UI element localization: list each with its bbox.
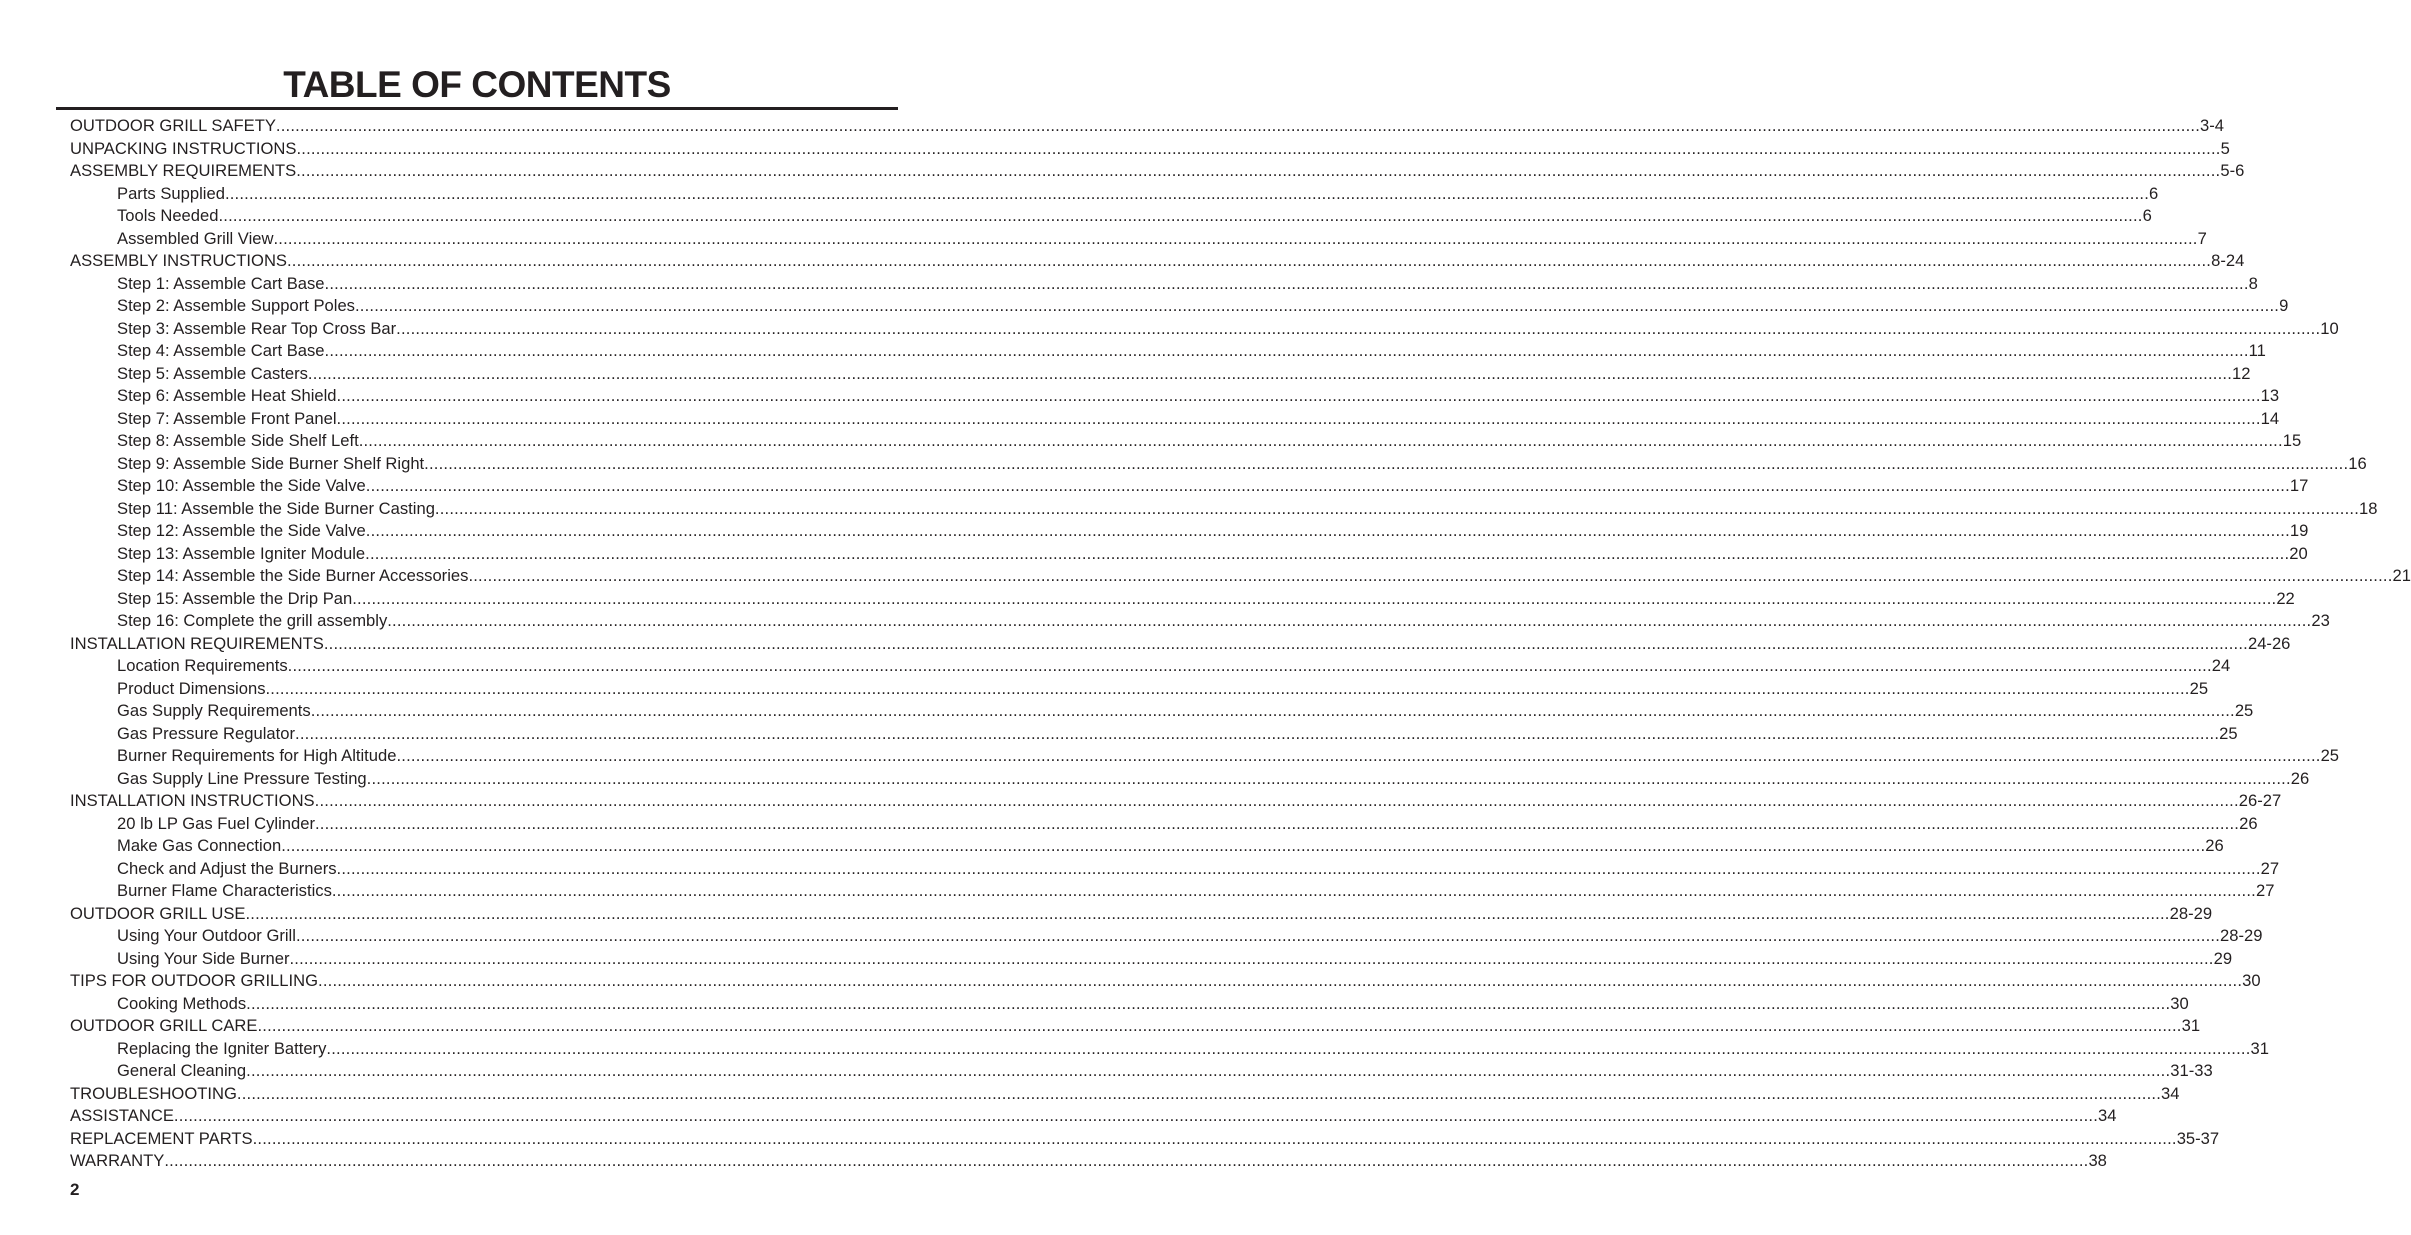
dot-leader: ................................................................................................................................................................................................................................................................................................................................................................................................................ [281,836,2206,855]
toc-subsection-entry[interactable] [117,655,2231,678]
toc-entry-page: 9 [2279,296,2289,315]
dot-leader: ................................................................................................................................................................................................................................................................................................................................................................................................................ [352,588,2277,608]
toc-subsection-entry[interactable] [117,745,2340,768]
dot-leader: ................................................................................................................................................................................................................................................................................................................................................................................................................ [273,228,2198,248]
dot-leader: ................................................................................................................................................................................................................................................................................................................................................................................................................ [366,768,2291,788]
toc-subsection-entry[interactable] [117,858,2280,881]
toc-entry-title: Product Dimensions [117,678,266,698]
dot-leader: ................................................................................................................................................................................................................................................................................................................................................................................................................ [336,408,2261,428]
dot-leader: ................................................................................................................................................................................................................................................................................................................................................................................................................ [396,318,2321,338]
toc-subsection-entry[interactable] [117,430,2302,453]
toc-entry-title: Replacing the Igniter Battery [117,1038,327,1058]
toc-subsection-entry[interactable] [117,273,2258,296]
toc-entry-title: OUTDOOR GRILL CARE [70,1016,258,1035]
toc-entry-page: 34 [2098,1106,2117,1125]
toc-subsection-entry[interactable] [117,385,2280,408]
toc-entry-title: Gas Supply Line Pressure Testing [117,768,367,788]
toc-entry-title: REPLACEMENT PARTS [70,1128,253,1148]
toc-entry-title: TROUBLESHOOTING [70,1083,237,1103]
toc-entry-title: ASSEMBLY INSTRUCTIONS [70,251,287,270]
dot-leader: ................................................................................................................................................................................................................................................................................................................................................................................................................ [387,611,2312,630]
toc-subsection-entry[interactable] [117,408,2280,431]
toc-entry-page: 20 [2289,543,2308,563]
toc-entry-page: 24 [2211,656,2231,675]
dot-leader: ................................................................................................................................................................................................................................................................................................................................................................................................................ [287,656,2212,675]
toc-entry-page: 27 [2255,881,2275,900]
toc-subsection-entry[interactable] [117,610,2330,633]
toc-section-entry[interactable] [70,1015,2201,1038]
toc-entry-title: Location Requirements [117,656,288,675]
toc-section-entry[interactable] [70,633,2291,656]
toc-entry-title: General Cleaning [117,1061,247,1080]
toc-entry-title: Burner Flame Characteristics [117,881,332,900]
toc-entry-page: 11 [2248,341,2266,360]
toc-entry-title: Step 8: Assemble Side Shelf Left [117,431,359,450]
dot-leader: ................................................................................................................................................................................................................................................................................................................................................................................................................ [336,386,2261,405]
toc-section-entry[interactable] [70,1105,2117,1128]
toc-entry-title: Gas Pressure Regulator [117,723,296,743]
toc-entry-page: 35-37 [2176,1128,2220,1148]
toc-entry-page: 31-33 [2170,1061,2213,1080]
dot-leader: ................................................................................................................................................................................................................................................................................................................................................................................................................ [358,431,2283,450]
toc-entry-page: 13 [2260,386,2280,405]
toc-section-entry[interactable] [70,970,2261,993]
dot-leader: ................................................................................................................................................................................................................................................................................................................................................................................................................ [275,116,2201,135]
toc-entry-title: INSTALLATION REQUIREMENTS [70,633,324,653]
toc-entry-title: Step 14: Assemble the Side Burner Accessories [117,566,469,585]
toc-entry-title: Parts Supplied [117,183,225,203]
dot-leader: ................................................................................................................................................................................................................................................................................................................................................................................................................ [295,926,2221,945]
dot-leader: ................................................................................................................................................................................................................................................................................................................................................................................................................ [365,521,2290,540]
toc-subsection-entry[interactable] [117,993,2189,1016]
dot-leader: ................................................................................................................................................................................................................................................................................................................................................................................................................ [257,1016,2182,1035]
toc-entry-page: 10 [2320,318,2339,338]
toc-entry-page: 27 [2260,858,2280,878]
toc-entry-page: 16 [2348,453,2367,473]
toc-entry-title: 20 lb LP Gas Fuel Cylinder [117,813,315,833]
dot-leader: ................................................................................................................................................................................................................................................................................................................................................................................................................ [296,138,2221,158]
toc-entry-page: 12 [2232,363,2251,383]
toc-entry-title: Assembled Grill View [117,228,274,248]
toc-subsection-entry[interactable] [117,295,2289,318]
toc-entry-page: 5-6 [2220,161,2245,180]
dot-leader: ................................................................................................................................................................................................................................................................................................................................................................................................................ [326,1038,2251,1058]
toc-subsection-entry[interactable] [117,813,2258,836]
toc-entry-title: Step 11: Assemble the Side Burner Casting [117,498,435,518]
toc-entry-page: 38 [2088,1151,2107,1170]
toc-entry-title: ASSISTANCE [70,1106,174,1125]
toc-entry-page: 14 [2260,408,2280,428]
dot-leader: ................................................................................................................................................................................................................................................................................................................................................................................................................ [324,273,2249,293]
dot-leader: ................................................................................................................................................................................................................................................................................................................................................................................................................ [164,1151,2089,1170]
toc-section-entry[interactable] [70,1083,2180,1106]
toc-entry-page: 28-29 [2220,926,2263,945]
toc-subsection-entry[interactable] [117,1038,2269,1061]
dot-leader: ................................................................................................................................................................................................................................................................................................................................................................................................................ [246,1061,2171,1080]
page-number: 2 [70,1180,80,1199]
toc-subsection-entry[interactable] [117,588,2295,611]
dot-leader: ................................................................................................................................................................................................................................................................................................................................................................................................................ [310,701,2235,720]
toc-section-entry[interactable] [70,790,2282,813]
toc-entry-page: 26 [2205,836,2224,855]
toc-subsection-entry[interactable] [117,948,2233,971]
dot-leader: ................................................................................................................................................................................................................................................................................................................................................................................................................ [434,498,2360,518]
toc-subsection-entry[interactable] [117,700,2254,723]
toc-subsection-entry[interactable] [117,1060,2213,1083]
toc-entry-page: 7 [2197,228,2207,248]
dot-leader: ................................................................................................................................................................................................................................................................................................................................................................................................................ [354,296,2280,315]
dot-leader: ................................................................................................................................................................................................................................................................................................................................................................................................................ [365,476,2290,495]
dot-leader: ................................................................................................................................................................................................................................................................................................................................................................................................................ [323,633,2248,653]
toc-entry-title: Step 16: Complete the grill assembly [117,611,388,630]
toc-entry-page: 8 [2248,273,2258,293]
toc-subsection-entry[interactable] [117,498,2378,521]
toc-entry-page: 23 [2311,611,2330,630]
dot-leader: ................................................................................................................................................................................................................................................................................................................................................................................................................ [295,723,2220,743]
toc-entry-title: OUTDOOR GRILL SAFETY [70,116,276,135]
dot-leader: ................................................................................................................................................................................................................................................................................................................................................................................................................ [307,363,2233,383]
dot-leader: ................................................................................................................................................................................................................................................................................................................................................................................................................ [287,251,2212,270]
toc-entry-title: Gas Supply Requirements [117,701,311,720]
toc-entry-title: OUTDOOR GRILL USE [70,903,246,923]
toc-entry-title: INSTALLATION INSTRUCTIONS [70,791,315,810]
toc-entry-page: 24-26 [2247,633,2291,653]
toc-entry-title: Step 12: Assemble the Side Valve [117,521,366,540]
toc-section-entry[interactable] [70,1150,2107,1173]
page-title: TABLE OF CONTENTS [283,64,671,105]
toc-entry-page: 6 [2142,206,2152,225]
toc-subsection-entry[interactable] [117,768,2310,791]
dot-leader: ................................................................................................................................................................................................................................................................................................................................................................................................................ [468,566,2393,585]
toc-subsection-entry[interactable] [117,318,2339,341]
dot-leader: ................................................................................................................................................................................................................................................................................................................................................................................................................ [236,1083,2161,1103]
toc-entry-page: 6 [2149,183,2159,203]
dot-leader: ................................................................................................................................................................................................................................................................................................................................................................................................................ [365,543,2290,563]
toc-entry-title: Step 4: Assemble Cart Base [117,341,325,360]
toc-subsection-entry[interactable] [117,183,2159,206]
dot-leader: ................................................................................................................................................................................................................................................................................................................................................................................................................ [318,971,2243,990]
table-of-contents [0,115,2411,1173]
toc-entry-page: 25 [2189,678,2209,698]
toc-entry-title: Step 10: Assemble the Side Valve [117,476,366,495]
dot-leader: ................................................................................................................................................................................................................................................................................................................................................................................................................ [246,993,2171,1013]
toc-entry-title: Make Gas Connection [117,836,282,855]
toc-entry-title: WARRANTY [70,1151,165,1170]
toc-entry-page: 26 [2290,768,2310,788]
toc-entry-title: Burner Requirements for High Altitude [117,746,397,765]
toc-subsection-entry[interactable] [117,543,2308,566]
toc-entry-page: 31 [2250,1038,2269,1058]
toc-subsection-entry[interactable] [117,925,2263,948]
toc-subsection-entry[interactable] [117,520,2309,543]
toc-subsection-entry[interactable] [117,565,2411,588]
dot-leader: ................................................................................................................................................................................................................................................................................................................................................................................................................ [324,341,2249,360]
dot-leader: ................................................................................................................................................................................................................................................................................................................................................................................................................ [424,453,2349,473]
dot-leader: ................................................................................................................................................................................................................................................................................................................................................................................................................ [396,746,2321,765]
dot-leader: ................................................................................................................................................................................................................................................................................................................................................................................................................ [224,183,2150,203]
toc-entry-page: 31 [2181,1016,2201,1035]
toc-entry-title: Step 9: Assemble Side Burner Shelf Right [117,453,425,473]
toc-entry-page: 26 [2239,813,2258,833]
dot-leader: ................................................................................................................................................................................................................................................................................................................................................................................................................ [218,206,2143,225]
toc-entry-title: Step 7: Assemble Front Panel [117,408,337,428]
toc-entry-page: 3-4 [2200,116,2225,135]
toc-entry-page: 34 [2161,1083,2180,1103]
toc-subsection-entry[interactable] [117,475,2309,498]
dot-leader: ................................................................................................................................................................................................................................................................................................................................................................................................................ [289,948,2214,968]
dot-leader: ................................................................................................................................................................................................................................................................................................................................................................................................................ [315,813,2240,833]
toc-entry-title: Using Your Outdoor Grill [117,926,296,945]
toc-entry-page: 28-29 [2169,903,2213,923]
dot-leader: ................................................................................................................................................................................................................................................................................................................................................................................................................ [336,858,2261,878]
toc-subsection-entry[interactable] [117,678,2209,701]
dot-leader: ................................................................................................................................................................................................................................................................................................................................................................................................................ [173,1106,2098,1125]
toc-entry-title: Step 15: Assemble the Drip Pan [117,588,353,608]
toc-entry-title: Step 6: Assemble Heat Shield [117,386,337,405]
dot-leader: ................................................................................................................................................................................................................................................................................................................................................................................................................ [296,161,2221,180]
toc-section-entry[interactable] [70,138,2230,161]
toc-subsection-entry[interactable] [117,228,2207,251]
toc-subsection-entry[interactable] [117,363,2251,386]
toc-entry-title: Step 1: Assemble Cart Base [117,273,325,293]
toc-entry-page: 17 [2289,476,2309,495]
toc-entry-page: 26-27 [2238,791,2282,810]
toc-entry-page: 25 [2320,746,2340,765]
toc-subsection-entry[interactable] [117,723,2238,746]
toc-entry-page: 25 [2219,723,2238,743]
toc-section-entry[interactable] [70,160,2245,183]
toc-section-entry[interactable] [70,115,2225,138]
toc-subsection-entry[interactable] [117,453,2367,476]
toc-entry-page: 25 [2234,701,2254,720]
toc-entry-title: Tools Needed [117,206,219,225]
toc-section-entry[interactable] [70,250,2245,273]
toc-section-entry[interactable] [70,903,2213,926]
title-rule [56,107,898,110]
toc-subsection-entry[interactable] [117,835,2224,858]
toc-subsection-entry[interactable] [117,205,2152,228]
dot-leader: ................................................................................................................................................................................................................................................................................................................................................................................................................ [265,678,2190,698]
toc-entry-title: Step 5: Assemble Casters [117,363,308,383]
toc-entry-title: Cooking Methods [117,993,247,1013]
toc-entry-page: 15 [2282,431,2302,450]
toc-entry-page: 29 [2213,948,2233,968]
toc-entry-title: Using Your Side Burner [117,948,290,968]
toc-entry-page: 19 [2289,521,2309,540]
dot-leader: ................................................................................................................................................................................................................................................................................................................................................................................................................ [252,1128,2177,1148]
toc-entry-title: ASSEMBLY REQUIREMENTS [70,161,297,180]
toc-section-entry[interactable] [70,1128,2220,1151]
toc-entry-page: 30 [2170,993,2189,1013]
toc-entry-page: 21 [2392,566,2411,585]
dot-leader: ................................................................................................................................................................................................................................................................................................................................................................................................................ [245,903,2170,923]
toc-entry-title: UNPACKING INSTRUCTIONS [70,138,297,158]
toc-entry-page: 30 [2242,971,2261,990]
toc-entry-title: Step 2: Assemble Support Poles [117,296,355,315]
dot-leader: ................................................................................................................................................................................................................................................................................................................................................................................................................ [314,791,2239,810]
toc-entry-page: 8-24 [2211,251,2245,270]
toc-entry-page: 5 [2220,138,2230,158]
toc-entry-page: 18 [2359,498,2378,518]
toc-entry-title: Check and Adjust the Burners [117,858,337,878]
dot-leader: ................................................................................................................................................................................................................................................................................................................................................................................................................ [331,881,2256,900]
toc-entry-page: 22 [2276,588,2295,608]
toc-entry-title: TIPS FOR OUTDOOR GRILLING [70,971,319,990]
toc-subsection-entry[interactable] [117,880,2275,903]
toc-subsection-entry[interactable] [117,340,2266,363]
toc-entry-title: Step 3: Assemble Rear Top Cross Bar [117,318,397,338]
toc-entry-title: Step 13: Assemble Igniter Module [117,543,366,563]
